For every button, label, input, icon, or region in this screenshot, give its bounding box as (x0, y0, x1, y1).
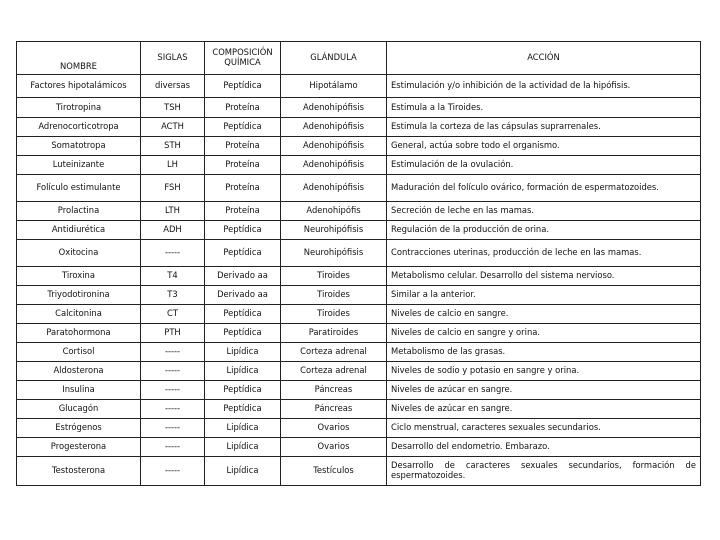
cell-glandula: Adenohipófis (281, 202, 387, 221)
cell-nombre: Progesterona (17, 438, 141, 457)
cell-accion: General, actúa sobre todo el organismo. (387, 137, 701, 156)
table-row (17, 381, 701, 400)
cell-glandula: Ovarios (281, 419, 387, 438)
cell-glandula: Tiroides (281, 267, 387, 286)
cell-nombre: Prolactina (17, 202, 141, 221)
cell-glandula: Corteza adrenal (281, 343, 387, 362)
cell-siglas: STH (141, 137, 205, 156)
cell-nombre: Antidiurética (17, 221, 141, 240)
cell-composicion: Lipídica (205, 419, 281, 438)
cell-nombre: Tiroxina (17, 267, 141, 286)
cell-glandula: Adenohipófisis (281, 118, 387, 137)
cell-accion: Niveles de sodio y potasio en sangre y orina. (387, 362, 701, 381)
cell-siglas: ADH (141, 221, 205, 240)
cell-accion: Niveles de azúcar en sangre. (387, 400, 701, 419)
table-row (17, 240, 701, 267)
cell-accion: Niveles de calcio en sangre y orina. (387, 324, 701, 343)
table-row (17, 75, 701, 98)
cell-composicion: Lipídica (205, 343, 281, 362)
cell-glandula: Adenohipófisis (281, 98, 387, 118)
cell-composicion: Lipídica (205, 362, 281, 381)
cell-glandula: Páncreas (281, 400, 387, 419)
cell-glandula: Adenohipófisis (281, 156, 387, 175)
table-row (17, 400, 701, 419)
cell-accion: Estimulación y/o inhibición de la actividad de la hipófisis. (387, 75, 701, 98)
cell-nombre: Oxitocina (17, 240, 141, 267)
cell-nombre: Cortisol (17, 343, 141, 362)
cell-glandula: Tiroides (281, 305, 387, 324)
cell-glandula: Paratiroides (281, 324, 387, 343)
cell-accion: Desarrollo de caracteres sexuales secundarios, formación de espermatozoides. (387, 457, 701, 486)
table-row (17, 221, 701, 240)
cell-glandula: Ovarios (281, 438, 387, 457)
cell-composicion: Proteína (205, 202, 281, 221)
cell-glandula: Páncreas (281, 381, 387, 400)
cell-glandula: Adenohipófisis (281, 175, 387, 202)
cell-siglas: ----- (141, 457, 205, 486)
cell-accion: Desarrollo del endometrio. Embarazo. (387, 438, 701, 457)
cell-glandula: Adenohipófisis (281, 137, 387, 156)
table-row (17, 267, 701, 286)
cell-accion: Maduración del folículo ovárico, formación de espermatozoides. (387, 175, 701, 202)
header-glandula: GLÁNDULA (281, 42, 387, 75)
table-row (17, 98, 701, 118)
cell-siglas: LTH (141, 202, 205, 221)
cell-siglas: ----- (141, 362, 205, 381)
cell-composicion: Peptídica (205, 221, 281, 240)
table-body (17, 75, 701, 486)
table-row (17, 343, 701, 362)
hormone-table (16, 41, 701, 486)
cell-accion: Secreción de leche en las mamas. (387, 202, 701, 221)
cell-siglas: ----- (141, 240, 205, 267)
cell-composicion: Peptídica (205, 118, 281, 137)
cell-nombre: Glucagón (17, 400, 141, 419)
cell-siglas: ----- (141, 438, 205, 457)
cell-composicion: Derivado aa (205, 286, 281, 305)
cell-nombre: Paratohormona (17, 324, 141, 343)
cell-siglas: ACTH (141, 118, 205, 137)
cell-siglas: CT (141, 305, 205, 324)
cell-nombre: Adrenocorticotropa (17, 118, 141, 137)
cell-composicion: Peptídica (205, 400, 281, 419)
cell-glandula: Tiroides (281, 286, 387, 305)
cell-glandula: Corteza adrenal (281, 362, 387, 381)
cell-glandula: Hipotálamo (281, 75, 387, 98)
table-header-row (17, 42, 701, 75)
cell-accion: Contracciones uterinas, producción de leche en las mamas. (387, 240, 701, 267)
cell-siglas: PTH (141, 324, 205, 343)
cell-nombre: Tirotropina (17, 98, 141, 118)
cell-composicion: Derivado aa (205, 267, 281, 286)
cell-composicion: Proteína (205, 98, 281, 118)
table-row (17, 286, 701, 305)
cell-siglas: FSH (141, 175, 205, 202)
cell-composicion: Peptídica (205, 240, 281, 267)
cell-accion: Estimulación de la ovulación. (387, 156, 701, 175)
table-row (17, 118, 701, 137)
cell-composicion: Peptídica (205, 305, 281, 324)
cell-nombre: Folículo estimulante (17, 175, 141, 202)
cell-composicion: Peptídica (205, 324, 281, 343)
cell-composicion: Lipídica (205, 457, 281, 486)
cell-glandula: Neurohipófisis (281, 240, 387, 267)
cell-nombre: Estrógenos (17, 419, 141, 438)
cell-glandula: Neurohipófisis (281, 221, 387, 240)
cell-siglas: T3 (141, 286, 205, 305)
table-row (17, 419, 701, 438)
table-row (17, 438, 701, 457)
table-row (17, 305, 701, 324)
cell-siglas: ----- (141, 400, 205, 419)
header-composicion: COMPOSICIÓN QUÍMICA (205, 42, 281, 75)
cell-siglas: diversas (141, 75, 205, 98)
cell-nombre: Somatotropa (17, 137, 141, 156)
table-row (17, 175, 701, 202)
cell-composicion: Peptídica (205, 381, 281, 400)
cell-nombre: Insulina (17, 381, 141, 400)
cell-siglas: T4 (141, 267, 205, 286)
cell-accion: Metabolismo celular. Desarrollo del sistema nervioso. (387, 267, 701, 286)
table-row (17, 202, 701, 221)
cell-composicion: Proteína (205, 175, 281, 202)
cell-siglas: ----- (141, 381, 205, 400)
cell-nombre: Aldosterona (17, 362, 141, 381)
cell-accion: Niveles de azúcar en sangre. (387, 381, 701, 400)
header-siglas: SIGLAS (141, 42, 205, 75)
table-row (17, 324, 701, 343)
table-row (17, 137, 701, 156)
cell-nombre: Calcitonina (17, 305, 141, 324)
cell-accion: Metabolismo de las grasas. (387, 343, 701, 362)
table-row (17, 156, 701, 175)
header-accion: ACCIÓN (387, 42, 701, 75)
cell-siglas: LH (141, 156, 205, 175)
cell-nombre: Testosterona (17, 457, 141, 486)
cell-accion: Niveles de calcio en sangre. (387, 305, 701, 324)
cell-nombre: Triyodotironina (17, 286, 141, 305)
cell-composicion: Lipídica (205, 438, 281, 457)
cell-composicion: Peptídica (205, 75, 281, 98)
cell-siglas: ----- (141, 419, 205, 438)
table-row (17, 457, 701, 486)
header-nombre: NOMBRE (17, 42, 141, 75)
cell-siglas: TSH (141, 98, 205, 118)
cell-accion: Ciclo menstrual, caracteres sexuales secundarios. (387, 419, 701, 438)
cell-glandula: Testículos (281, 457, 387, 486)
cell-accion: Similar a la anterior. (387, 286, 701, 305)
cell-composicion: Proteína (205, 137, 281, 156)
cell-accion: Estimula a la Tiroides. (387, 98, 701, 118)
cell-siglas: ----- (141, 343, 205, 362)
cell-composicion: Proteína (205, 156, 281, 175)
cell-nombre: Luteinizante (17, 156, 141, 175)
cell-accion: Estimula la corteza de las cápsulas suprarrenales. (387, 118, 701, 137)
table-row (17, 362, 701, 381)
cell-nombre: Factores hipotalámicos (17, 75, 141, 98)
cell-accion: Regulación de la producción de orina. (387, 221, 701, 240)
